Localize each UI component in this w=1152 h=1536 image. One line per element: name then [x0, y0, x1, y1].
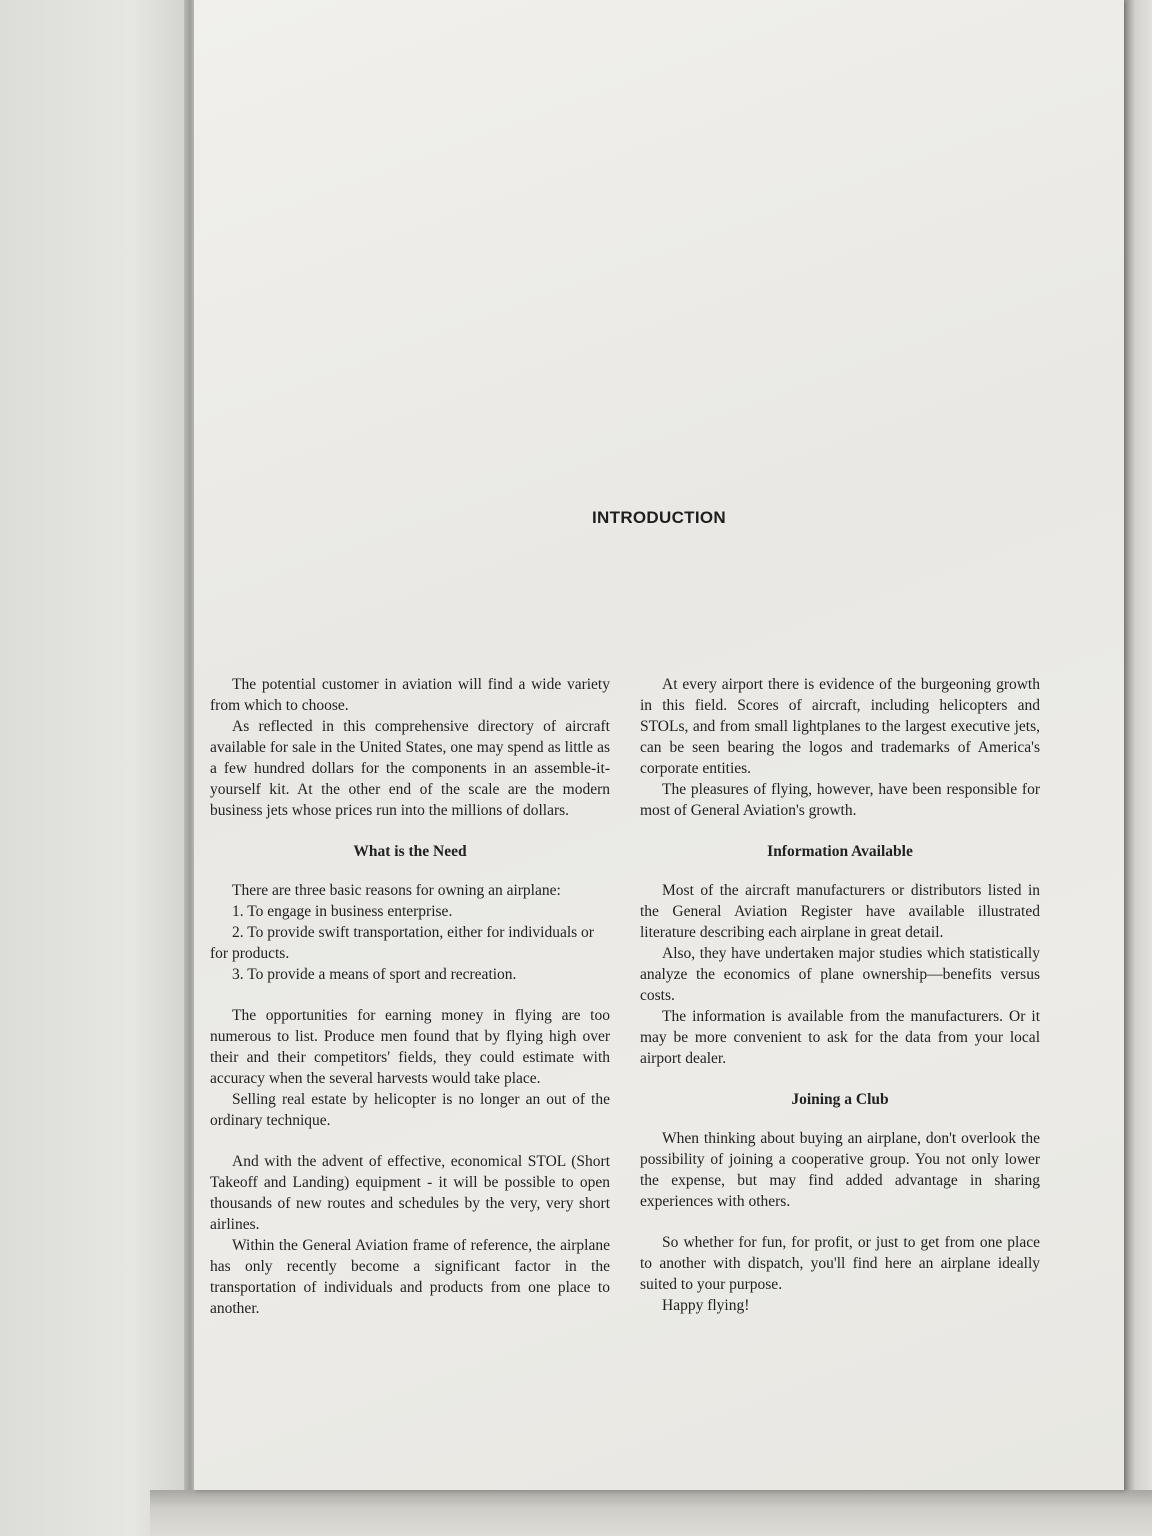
paragraph: And with the advent of effective, economical STOL (Short Takeoff and Landing) equipment - it will be possible to open thousands of new routes and schedules by the very, very short airlines.	[210, 1153, 610, 1233]
book-page	[194, 0, 1124, 1490]
paragraph: At every airport there is evidence of the burgeoning growth in this field. Scores of aircraft, including helicopters and STOLs, and from small lightplanes to the largest executive jets, can be seen bearing the logos and trademarks of America's corporate entities.	[640, 676, 1040, 777]
paragraph: Also, they have undertaken major studies which statistically analyze the economics of plane ownership—benefits versus costs.	[640, 945, 1040, 1004]
paragraph: Selling real estate by helicopter is no longer an out of the ordinary technique.	[210, 1091, 610, 1129]
paragraph: The information is available from the manufacturers. Or it may be more convenient to ask for the data from your local airport dealer.	[640, 1008, 1040, 1067]
facing-page	[0, 0, 190, 1536]
paragraph: The pleasures of flying, however, have been responsible for most of General Aviation's growth.	[640, 781, 1040, 819]
right-column	[640, 674, 1040, 1316]
page-bottom-edge	[150, 1490, 1152, 1536]
paragraph: There are three basic reasons for owning an airplane:	[232, 882, 561, 899]
paragraph: Most of the aircraft manufacturers or distributors listed in the General Aviation Register have available illustrated literature describing each airplane in great detail.	[640, 882, 1040, 941]
page-right-edge	[1124, 0, 1152, 1536]
left-column	[210, 674, 610, 1319]
page-title: INTRODUCTION	[592, 508, 726, 527]
list-item: 3. To provide a means of sport and recreation.	[232, 966, 517, 983]
section-heading: Joining a Club	[791, 1091, 889, 1108]
section-heading: What is the Need	[353, 843, 467, 860]
list-item: 1. To engage in business enterprise.	[232, 903, 453, 920]
paragraph: So whether for fun, for profit, or just to get from one place to another with dispatch, you'll find here an airplane ideally suited to your purpose.	[640, 1234, 1040, 1293]
paragraph: Within the General Aviation frame of reference, the airplane has only recently become a significant factor in the transportation of individuals and products from one place to another.	[210, 1237, 610, 1317]
paragraph: As reflected in this comprehensive directory of aircraft available for sale in the United States, one may spend as little as a few hundred dollars for the components in an assemble-it-yourself kit. At the other end of the scale are the modern business jets whose prices run into the millions of dollars.	[210, 718, 610, 819]
list-item: 2. To provide swift transportation, either for individuals or for products.	[210, 924, 594, 962]
paragraph: When thinking about buying an airplane, don't overlook the possibility of joining a cooperative group. You not only lower the expense, but may find added advantage in sharing experiences with others.	[640, 1130, 1040, 1210]
paragraph: Happy flying!	[662, 1297, 750, 1314]
paragraph: The potential customer in aviation will find a wide variety from which to choose.	[210, 676, 610, 714]
paragraph: The opportunities for earning money in flying are too numerous to list. Produce men found that by flying high over their and their competitors' fields, they could estimate with accuracy when the several harvests would take place.	[210, 1007, 610, 1087]
section-heading: Information Available	[767, 843, 913, 860]
